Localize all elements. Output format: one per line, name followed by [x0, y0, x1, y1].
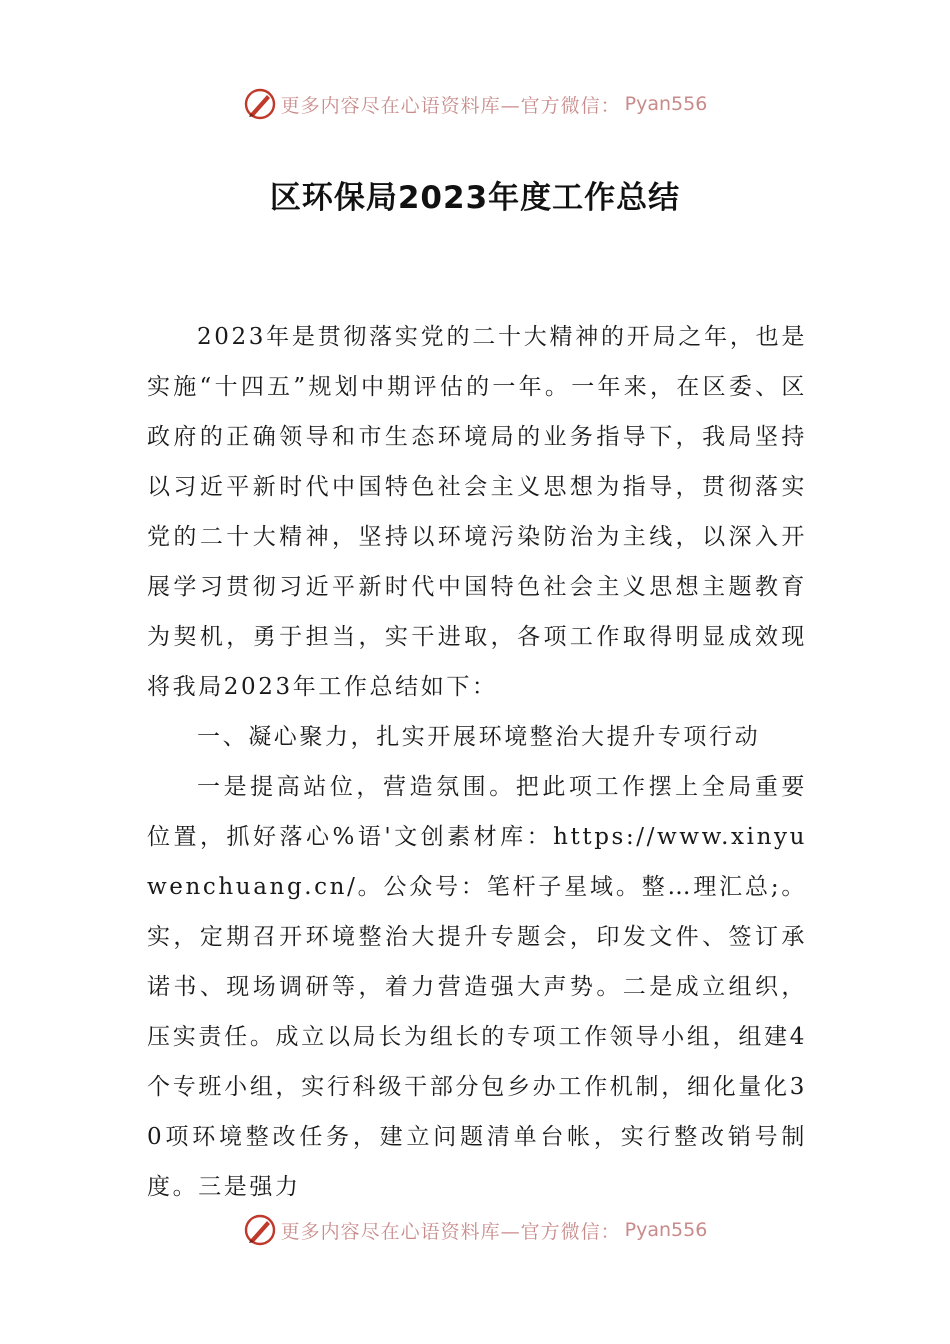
document-title: 区环保局2023年度工作总结 [269, 180, 681, 216]
body-paragraph: 一是提高站位，营造氛围。把此项工作摆上全局重要位置，抓好落心%语'文创素材库：https://www.xinyuwenchuang.cn/。公众号：笔杆子星域。整…理汇总;。实，定期召开环境整治大提升专题会，印发文件、签订承诺书、现场调研等，着力营造强大声势。二是成立组织，压实责任。成立以局长为组长的专项工作领导小组，组建4个专班小组，实行科级干部分包乡办工作机制，细化量化30项环境整改任务，建立问题清单台帐，实行整改销号制度。三是强力 [147, 774, 807, 1200]
watermark-text: 更多内容尽在心语资料库—官方微信： [280, 1220, 621, 1243]
section-heading: 一、凝心聚力，扎实开展环境整治大提升专项行动 [197, 724, 761, 750]
watermark-account: Pyan556 [624, 1219, 708, 1241]
watermark-account: Pyan556 [624, 93, 708, 115]
footer-watermark [0, 1210, 950, 1250]
document-body [147, 312, 807, 1212]
watermark-text: 更多内容尽在心语资料库—官方微信： [280, 94, 621, 117]
pen-logo-icon [243, 87, 277, 121]
intro-paragraph: 2023年是贯彻落实党的二十大精神的开局之年，也是实施“十四五”规划中期评估的一年。一年来，在区委、区政府的正确领导和市生态环境局的业务指导下，我局坚持以习近平新时代中国特色社会主义思想为指导，贯彻落实党的二十大精神，坚持以环境污染防治为主线，以深入开展学习贯彻习近平新时代中国特色社会主义思想主题教育为契机，勇于担当，实干进取，各项工作取得明显成效现将我局2023年工作总结如下： [147, 324, 807, 700]
pen-logo-icon [243, 1213, 277, 1247]
header-watermark [0, 84, 950, 124]
